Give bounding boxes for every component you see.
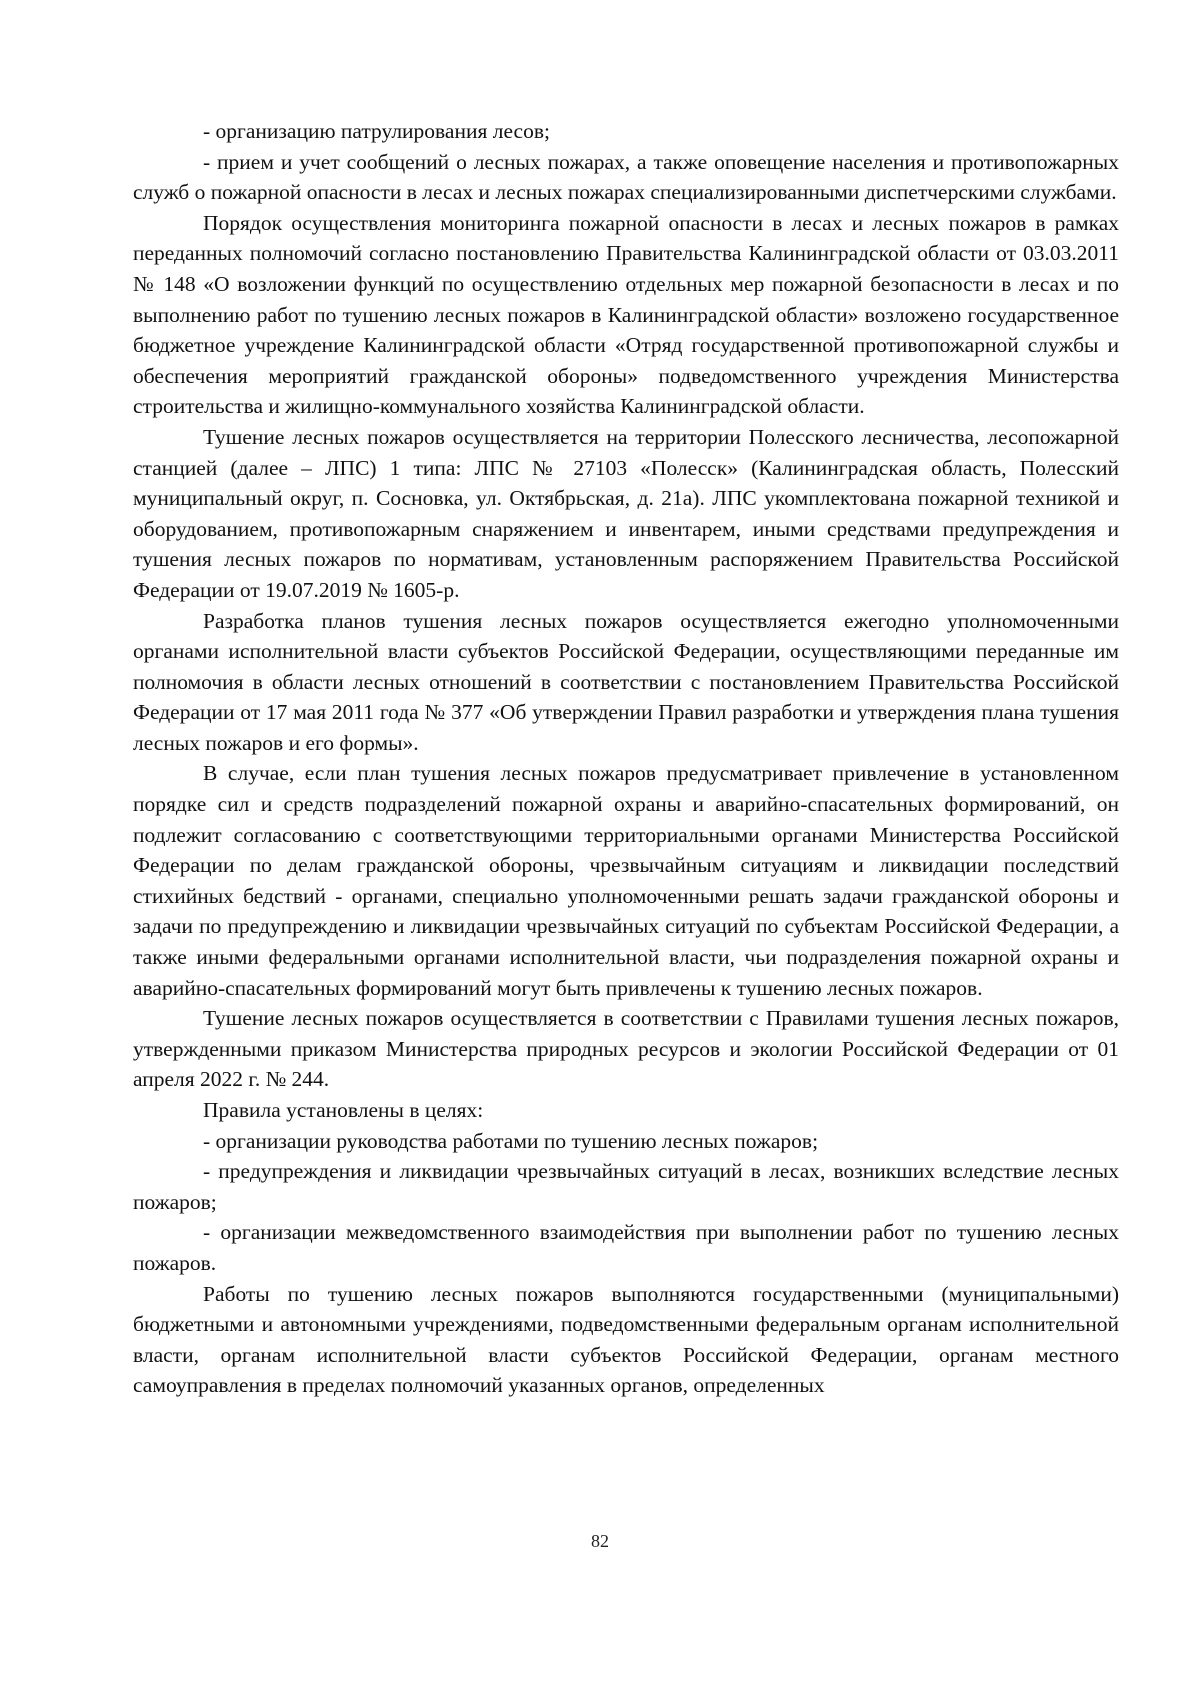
paragraph-works-execution: Работы по тушению лесных пожаров выполняются государственными (муниципальными) бюджетными и автономными учреждениями, подведомственными федеральным органам исполнительной власти, органам исполнительной власти субъектов Российской Федерации, органам местного самоуправления в пределах полномочий указанных органов, определенных — [133, 1281, 1119, 1398]
paragraph-rules-purpose: Правила установлены в целях: — [203, 1098, 484, 1122]
paragraph-list-item-management: - организации руководства работами по тушению лесных пожаров; — [203, 1128, 819, 1153]
paragraph-list-item-reports: - прием и учет сообщений о лесных пожарах, а также оповещение населения и противопожарных служб о пожарной опасности в лесах и лесных пожарах специализированными диспетчерскими службами. — [133, 149, 1119, 205]
paragraph-list-item-interagency: - организации межведомственного взаимодействия при выполнении работ по тушению лесных пожаров. — [133, 1220, 1119, 1275]
page-number: 82 — [591, 1531, 609, 1551]
paragraph-monitoring-procedure: Порядок осуществления мониторинга пожарной опасности в лесах и лесных пожаров в рамках переданных полномочий согласно постановлению Правительства Калининградской области от 03.03.2011 № 148 «О возложении функций по осуществлению отдельных мер пожарной безопасности в лесах и по выполнению работ по тушению лесных пожаров в Калининградской области» возложено государственное бюджетное учреждение Калининградской области «Отряд государственной противопожарной службы и обеспечения мероприятий гражданской обороны» подведомственного учреждения Министерства строительства и жилищно-коммунального хозяйства Калининградской области. — [133, 210, 1119, 419]
paragraph-fire-station: Тушение лесных пожаров осуществляется на территории Полесского лесничества, лесопожарной станцией (далее – ЛПС) 1 типа: ЛПС № 27103 «Полесск» (Калининградская область, Полесский муниципальный округ, п. Сосновка, ул. Октябрьская, д. 21а). ЛПС укомплектована пожарной техникой и оборудованием, противопожарным снаряжением и инвентарем, иными средствами предупреждения и тушения лесных пожаров по нормативам, установленным распоряжением Правительства Российской Федерации от 19.07.2019 № 1605-р. — [133, 424, 1119, 602]
paragraph-plan-development: Разработка планов тушения лесных пожаров осуществляется ежегодно уполномоченными органами исполнительной власти субъектов Российской Федерации, осуществляющими переданные им полномочия в области лесных отношений в соответствии с постановлением Правительства Российской Федерации от 17 мая 2011 года № 377 «Об утверждении Правил разработки и утверждения плана тушения лесных пожаров и его формы». — [133, 608, 1119, 755]
document-body — [133, 116, 1119, 1401]
paragraph-extinguishing-rules: Тушение лесных пожаров осуществляется в соответствии с Правилами тушения лесных пожаров, утвержденными приказом Министерства природных ресурсов и экологии Российской Федерации от 01 апреля 2022 г. № 244. — [133, 1006, 1119, 1092]
paragraph-list-item-patrol: - организацию патрулирования лесов; — [203, 119, 550, 143]
paragraph-list-item-emergency: - предупреждения и ликвидации чрезвычайных ситуаций в лесах, возникших вследствие лесных пожаров; — [133, 1159, 1119, 1214]
paragraph-plan-approval: В случае, если план тушения лесных пожаров предусматривает привлечение в установленном порядке сил и средств подразделений пожарной охраны и аварийно-спасательных формирований, он подлежит согласованию с соответствующими территориальными органами Министерства Российской Федерации по делам гражданской обороны, чрезвычайным ситуациям и ликвидации последствий стихийных бедствий - органами, специально уполномоченными решать задачи гражданской обороны и задачи по предупреждению и ликвидации чрезвычайных ситуаций по субъектам Российской Федерации, а также иными федеральными органами исполнительной власти, чьи подразделения пожарной охраны и аварийно-спасательных формирований могут быть привлечены к тушению лесных пожаров. — [133, 761, 1119, 1000]
